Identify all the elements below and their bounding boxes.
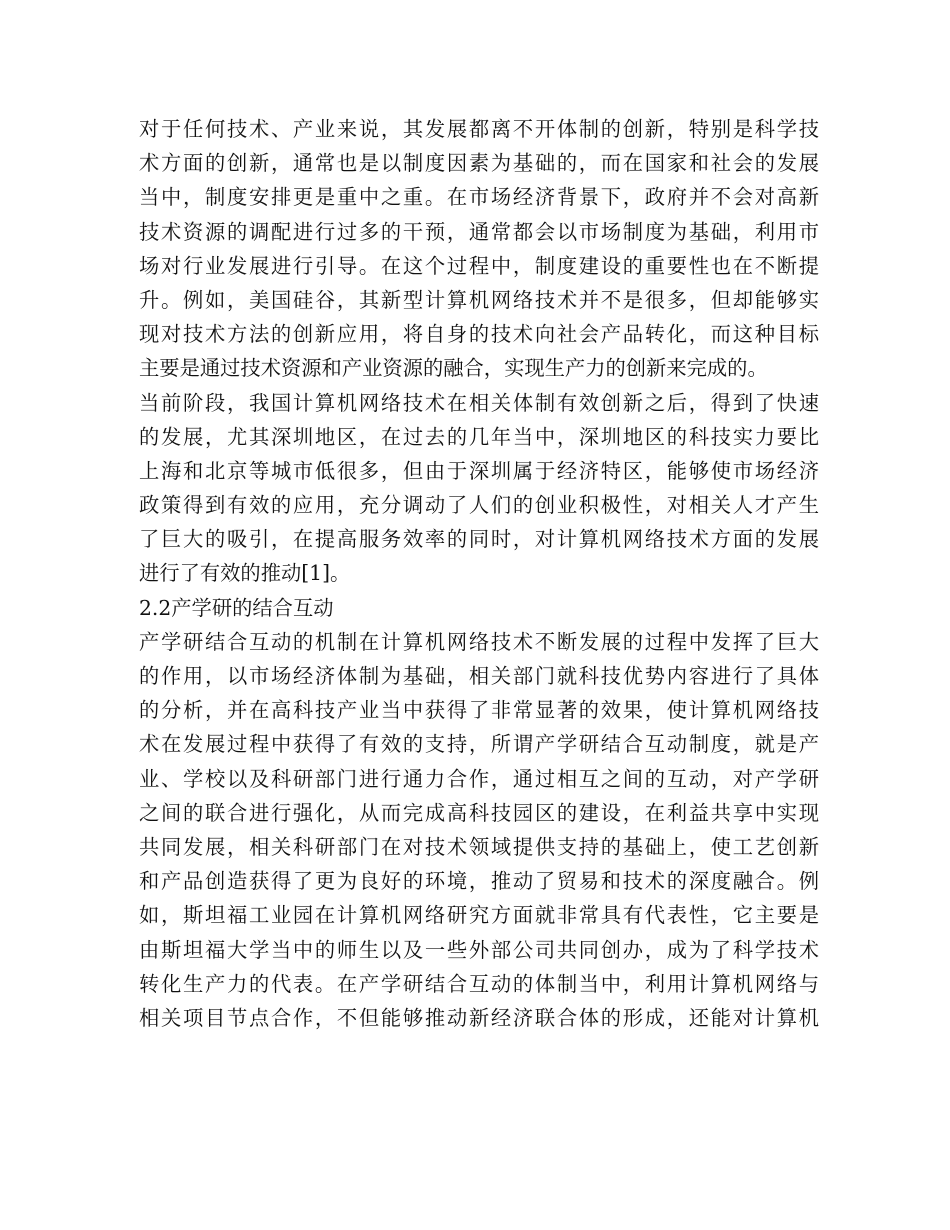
- text-line: 产学研结合互动的机制在计算机网络技术不断发展的过程中发挥了巨大: [139, 629, 819, 654]
- text-line: 上海和北京等城市低很多，但由于深圳属于经济特区，能够使市场经济: [139, 458, 819, 483]
- text-line: 升。例如，美国硅谷，其新型计算机网络技术并不是很多，但却能够实: [139, 287, 819, 312]
- text-line: 转化生产力的代表。在产学研结合互动的体制当中，利用计算机网络与: [139, 971, 819, 996]
- text-line: 的作用，以市场经济体制为基础，相关部门就科技优势内容进行了具体: [139, 664, 819, 688]
- text-line: 当前阶段，我国计算机网络技术在相关体制有效创新之后，得到了快速: [139, 390, 819, 415]
- paragraph-1: [139, 112, 819, 591]
- section-heading: 2.2产学研的结合互动: [139, 595, 334, 620]
- text-line: 现对技术方法的创新应用，将自身的技术向社会产品转化，而这种目标: [139, 322, 819, 347]
- text-line: 场对行业发展进行引导。在这个过程中，制度建设的重要性也在不断提: [139, 253, 819, 278]
- text-line: 如，斯坦福工业园在计算机网络研究方面就非常具有代表性，它主要是: [139, 903, 819, 928]
- text-line: 技术资源的调配进行过多的干预，通常都会以市场制度为基础，利用市: [139, 219, 819, 244]
- text-line: 对于任何技术、产业来说，其发展都离不开体制的创新，特别是科学技: [139, 117, 819, 141]
- text-line: 主要是通过技术资源和产业资源的融合，实现生产力的创新来完成的。: [139, 356, 768, 381]
- text-line: 之间的联合进行强化，从而完成高科技园区的建设，在利益共享中实现: [139, 800, 819, 825]
- text-line: 和产品创造获得了更为良好的环境，推动了贸易和技术的深度融合。例: [139, 869, 819, 894]
- text-line: 了巨大的吸引，在提高服务效率的同时，对计算机网络技术方面的发展: [139, 527, 819, 552]
- text-line: 共同发展，相关科研部门在对技术领域提供支持的基础上，使工艺创新: [139, 834, 819, 859]
- paragraph-2: [139, 625, 819, 1035]
- text-line: 术在发展过程中获得了有效的支持，所谓产学研结合互动制度，就是产: [139, 732, 819, 757]
- body-text: [139, 112, 819, 1035]
- text-line: 由斯坦福大学当中的师生以及一些外部公司共同创办，成为了科学技术: [139, 937, 819, 962]
- text-line: 相关项目节点合作，不但能够推动新经济联合体的形成，还能对计算机: [139, 1005, 819, 1030]
- text-line: 进行了有效的推动[1]。: [139, 561, 351, 586]
- text-line: 业、学校以及科研部门进行通力合作，通过相互之间的互动，对产学研: [139, 766, 819, 791]
- text-line: 的分析，并在高科技产业当中获得了非常显著的效果，使计算机网络技: [139, 698, 819, 723]
- text-line: 政策得到有效的应用，充分调动了人们的创业积极性，对相关人才产生: [139, 493, 819, 518]
- text-line: 的发展，尤其深圳地区，在过去的几年当中，深圳地区的科技实力要比: [139, 424, 819, 449]
- text-line: 当中，制度安排更是重中之重。在市场经济背景下，政府并不会对高新: [139, 185, 819, 210]
- text-line: 术方面的创新，通常也是以制度因素为基础的，而在国家和社会的发展: [139, 151, 819, 176]
